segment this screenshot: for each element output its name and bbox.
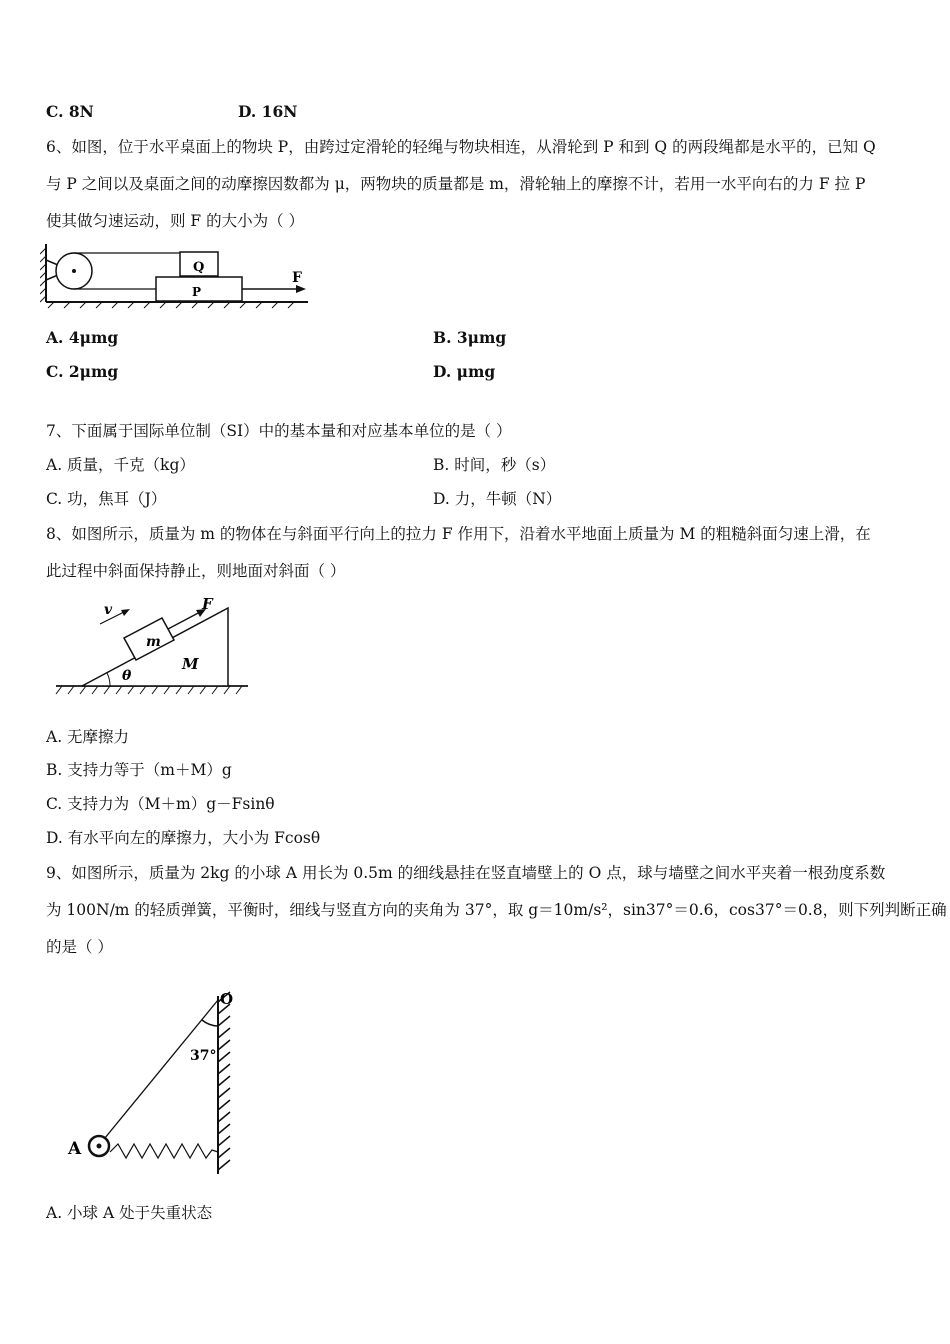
q6-fig-label-q: Q: [193, 260, 205, 275]
q6-stem-line2: 与 P 之间以及桌面之间的动摩擦因数都为 μ，两物块的质量都是 m，滑轮轴上的摩擦不计，若用一水平向右的力 F 拉 P: [46, 175, 866, 193]
q8-incline-figure: [52, 594, 252, 704]
q8-fig-label-m: m: [146, 634, 161, 650]
q6-option-a: A. 4μmg: [46, 328, 119, 347]
q6-fig-label-p: P: [192, 285, 202, 299]
q7-option-d: D. 力，牛顿（N）: [433, 490, 562, 508]
q9-spring-figure: [64, 988, 244, 1180]
q8-fig-label-big-m: M: [182, 655, 199, 673]
q8-fig-label-f: F: [202, 595, 213, 613]
q6-stem-line1: 6、如图，位于水平桌面上的物块 P，由跨过定滑轮的轻绳与物块相连，从滑轮到 P 和到 Q 的两段绳都是水平的，已知 Q: [46, 138, 876, 156]
q7-option-c: C. 功，焦耳（J）: [46, 490, 167, 508]
q7-stem: 7、下面属于国际单位制（SI）中的基本量和对应基本单位的是（ ）: [46, 422, 512, 440]
q8-fig-label-v: v: [104, 602, 113, 618]
q8-stem-line1: 8、如图所示，质量为 m 的物体在与斜面平行向上的拉力 F 作用下，沿着水平地面上质量为 M 的粗糙斜面匀速上滑，在: [46, 525, 871, 543]
q6-pulley-figure: [40, 240, 315, 312]
q9-fig-label-o: O: [220, 990, 234, 1008]
q9-fig-label-angle: 37°: [190, 1048, 217, 1064]
q5-option-d: D. 16N: [238, 102, 298, 121]
q9-stem-line1: 9、如图所示，质量为 2kg 的小球 A 用长为 0.5m 的细线悬挂在竖直墙壁上的 O 点，球与墙壁之间水平夹着一根劲度系数: [46, 864, 886, 882]
q5-option-c: C. 8N: [46, 102, 94, 121]
q8-option-d: D. 有水平向左的摩擦力，大小为 Fcosθ: [46, 829, 321, 847]
q7-option-a: A. 质量，千克（kg）: [46, 456, 195, 474]
q9-stem-line2: 为 100N/m 的轻质弹簧，平衡时，细线与竖直方向的夹角为 37°，取 g＝10m/s²，sin37°＝0.6，cos37°＝0.8，则下列判断正确: [46, 901, 947, 919]
q8-fig-label-theta: θ: [122, 668, 132, 684]
q6-fig-label-f: F: [292, 270, 302, 286]
q9-stem-line3: 的是（ ）: [46, 938, 113, 956]
q8-option-b: B. 支持力等于（m＋M）g: [46, 761, 232, 779]
q8-stem-line2: 此过程中斜面保持静止，则地面对斜面（ ）: [46, 562, 346, 580]
q8-option-c: C. 支持力为（M＋m）g－Fsinθ: [46, 795, 275, 813]
q6-option-b: B. 3μmg: [433, 328, 507, 347]
q8-option-a: A. 无摩擦力: [46, 728, 130, 746]
q6-stem-line3: 使其做匀速运动，则 F 的大小为（ ）: [46, 212, 305, 230]
q7-option-b: B. 时间，秒（s）: [433, 456, 556, 474]
q9-fig-label-a: A: [68, 1139, 82, 1159]
q9-option-a: A. 小球 A 处于失重状态: [46, 1204, 213, 1222]
q6-option-c: C. 2μmg: [46, 362, 119, 381]
q6-option-d: D. μmg: [433, 362, 496, 381]
